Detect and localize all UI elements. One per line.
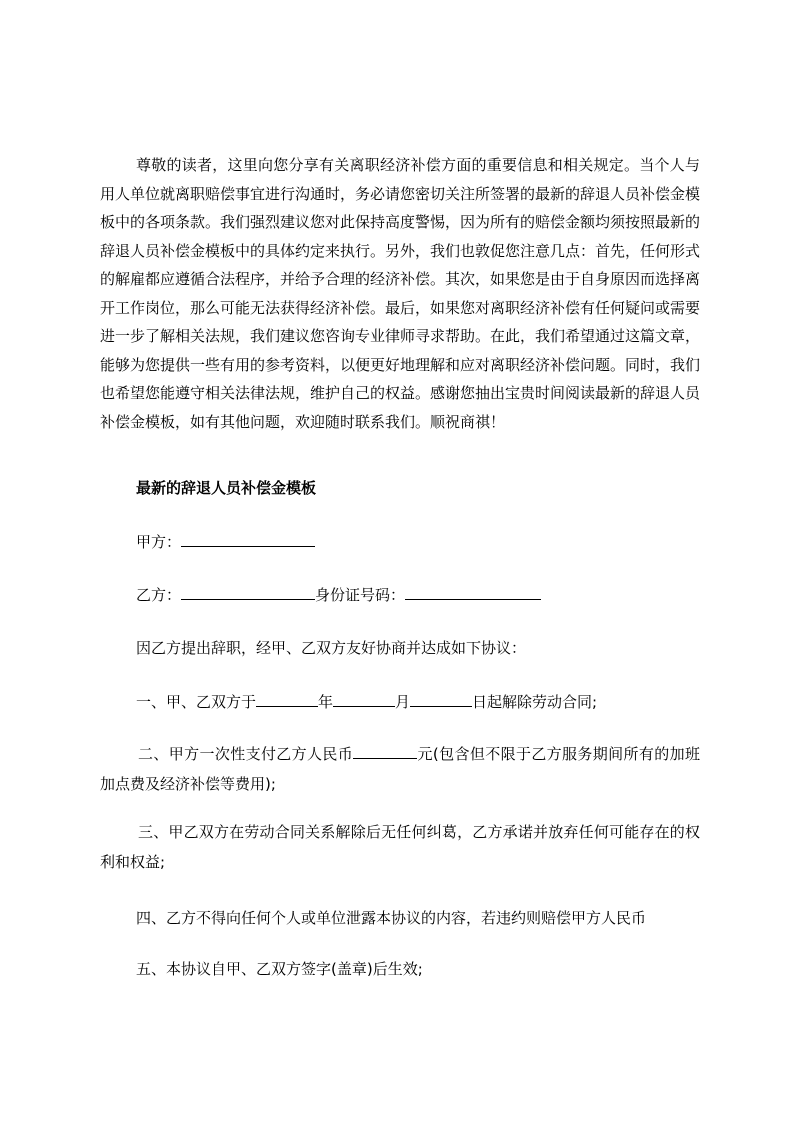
- intro-paragraph: 尊敬的读者，这里向您分享有关离职经济补偿方面的重要信息和相关规定。当个人与用人单位就离职赔偿事宜进行沟通时，务必请您密切关注所签署的最新的辞退人员补偿金模板中的各项条款。我们强烈建议您对此保持高度警惕，因为所有的赔偿金额均须按照最新的辞退人员补偿金模板中的具体约定来执行。另外，我们也敦促您注意几点：首先，任何形式的解雇都应遵循合法程序，并给予合理的经济补偿。其次，如果您是由于自身原因而选择离开工作岗位，那么可能无法获得经济补偿。最后，如果您对离职经济补偿有任何疑问或需要进一步了解相关法规，我们建议您咨询专业律师寻求帮助。在此，我们希望通过这篇文章，能够为您提供一些有用的参考资料，以便更好地理解和应对离职经济补偿问题。同时，我们也希望您能遵守相关法律法规，维护自己的权益。感谢您抽出宝贵时间阅读最新的辞退人员补偿金模板，如有其他问题，欢迎随时联系我们。顺祝商祺！: [100, 156, 701, 431]
- clause-3: 三、甲乙双方在劳动合同关系解除后无任何纠葛，乙方承诺并放弃任何可能存在的权利和权益;: [100, 823, 700, 871]
- clause-2: [100, 739, 700, 799]
- party-a-blank: [181, 532, 315, 547]
- clause-2-suffix: 元(包含但不限于乙方服务期间所有的加班加点费及经济补偿等费用);: [100, 745, 700, 793]
- clause-1-suffix: 日起解除劳动合同;: [472, 693, 598, 711]
- clause-1-month: 月: [395, 693, 411, 711]
- clause-1-year-blank: [256, 692, 318, 707]
- clause-1-prefix: 一、甲、乙双方于: [136, 693, 257, 711]
- party-a-label: 甲方：: [136, 533, 182, 551]
- party-b-blank: [181, 585, 315, 600]
- clause-2-prefix: 二、甲方一次性支付乙方人民币: [138, 745, 354, 763]
- clause-4: 四、乙方不得向任何个人或单位泄露本协议的内容，若违约则赔偿甲方人民币: [136, 909, 647, 927]
- party-b-line: [136, 581, 541, 609]
- clause-1-month-blank: [333, 692, 395, 707]
- party-a-line: [136, 528, 315, 556]
- clause-5: 五、本协议自甲、乙双方签字(盖章)后生效;: [136, 960, 423, 978]
- template-title: 最新的辞退人员补偿金模板: [136, 479, 317, 497]
- clause-1-year: 年: [318, 693, 334, 711]
- party-b-id-label: 身份证号码：: [315, 586, 406, 604]
- clause-1: [136, 688, 597, 716]
- party-b-label: 乙方：: [136, 586, 182, 604]
- clause-2-amount-blank: [353, 744, 417, 759]
- clause-1-day-blank: [410, 692, 472, 707]
- party-b-id-blank: [405, 585, 541, 600]
- agreement-intro: 因乙方提出辞职，经甲、乙双方友好协商并达成如下协议：: [136, 639, 527, 657]
